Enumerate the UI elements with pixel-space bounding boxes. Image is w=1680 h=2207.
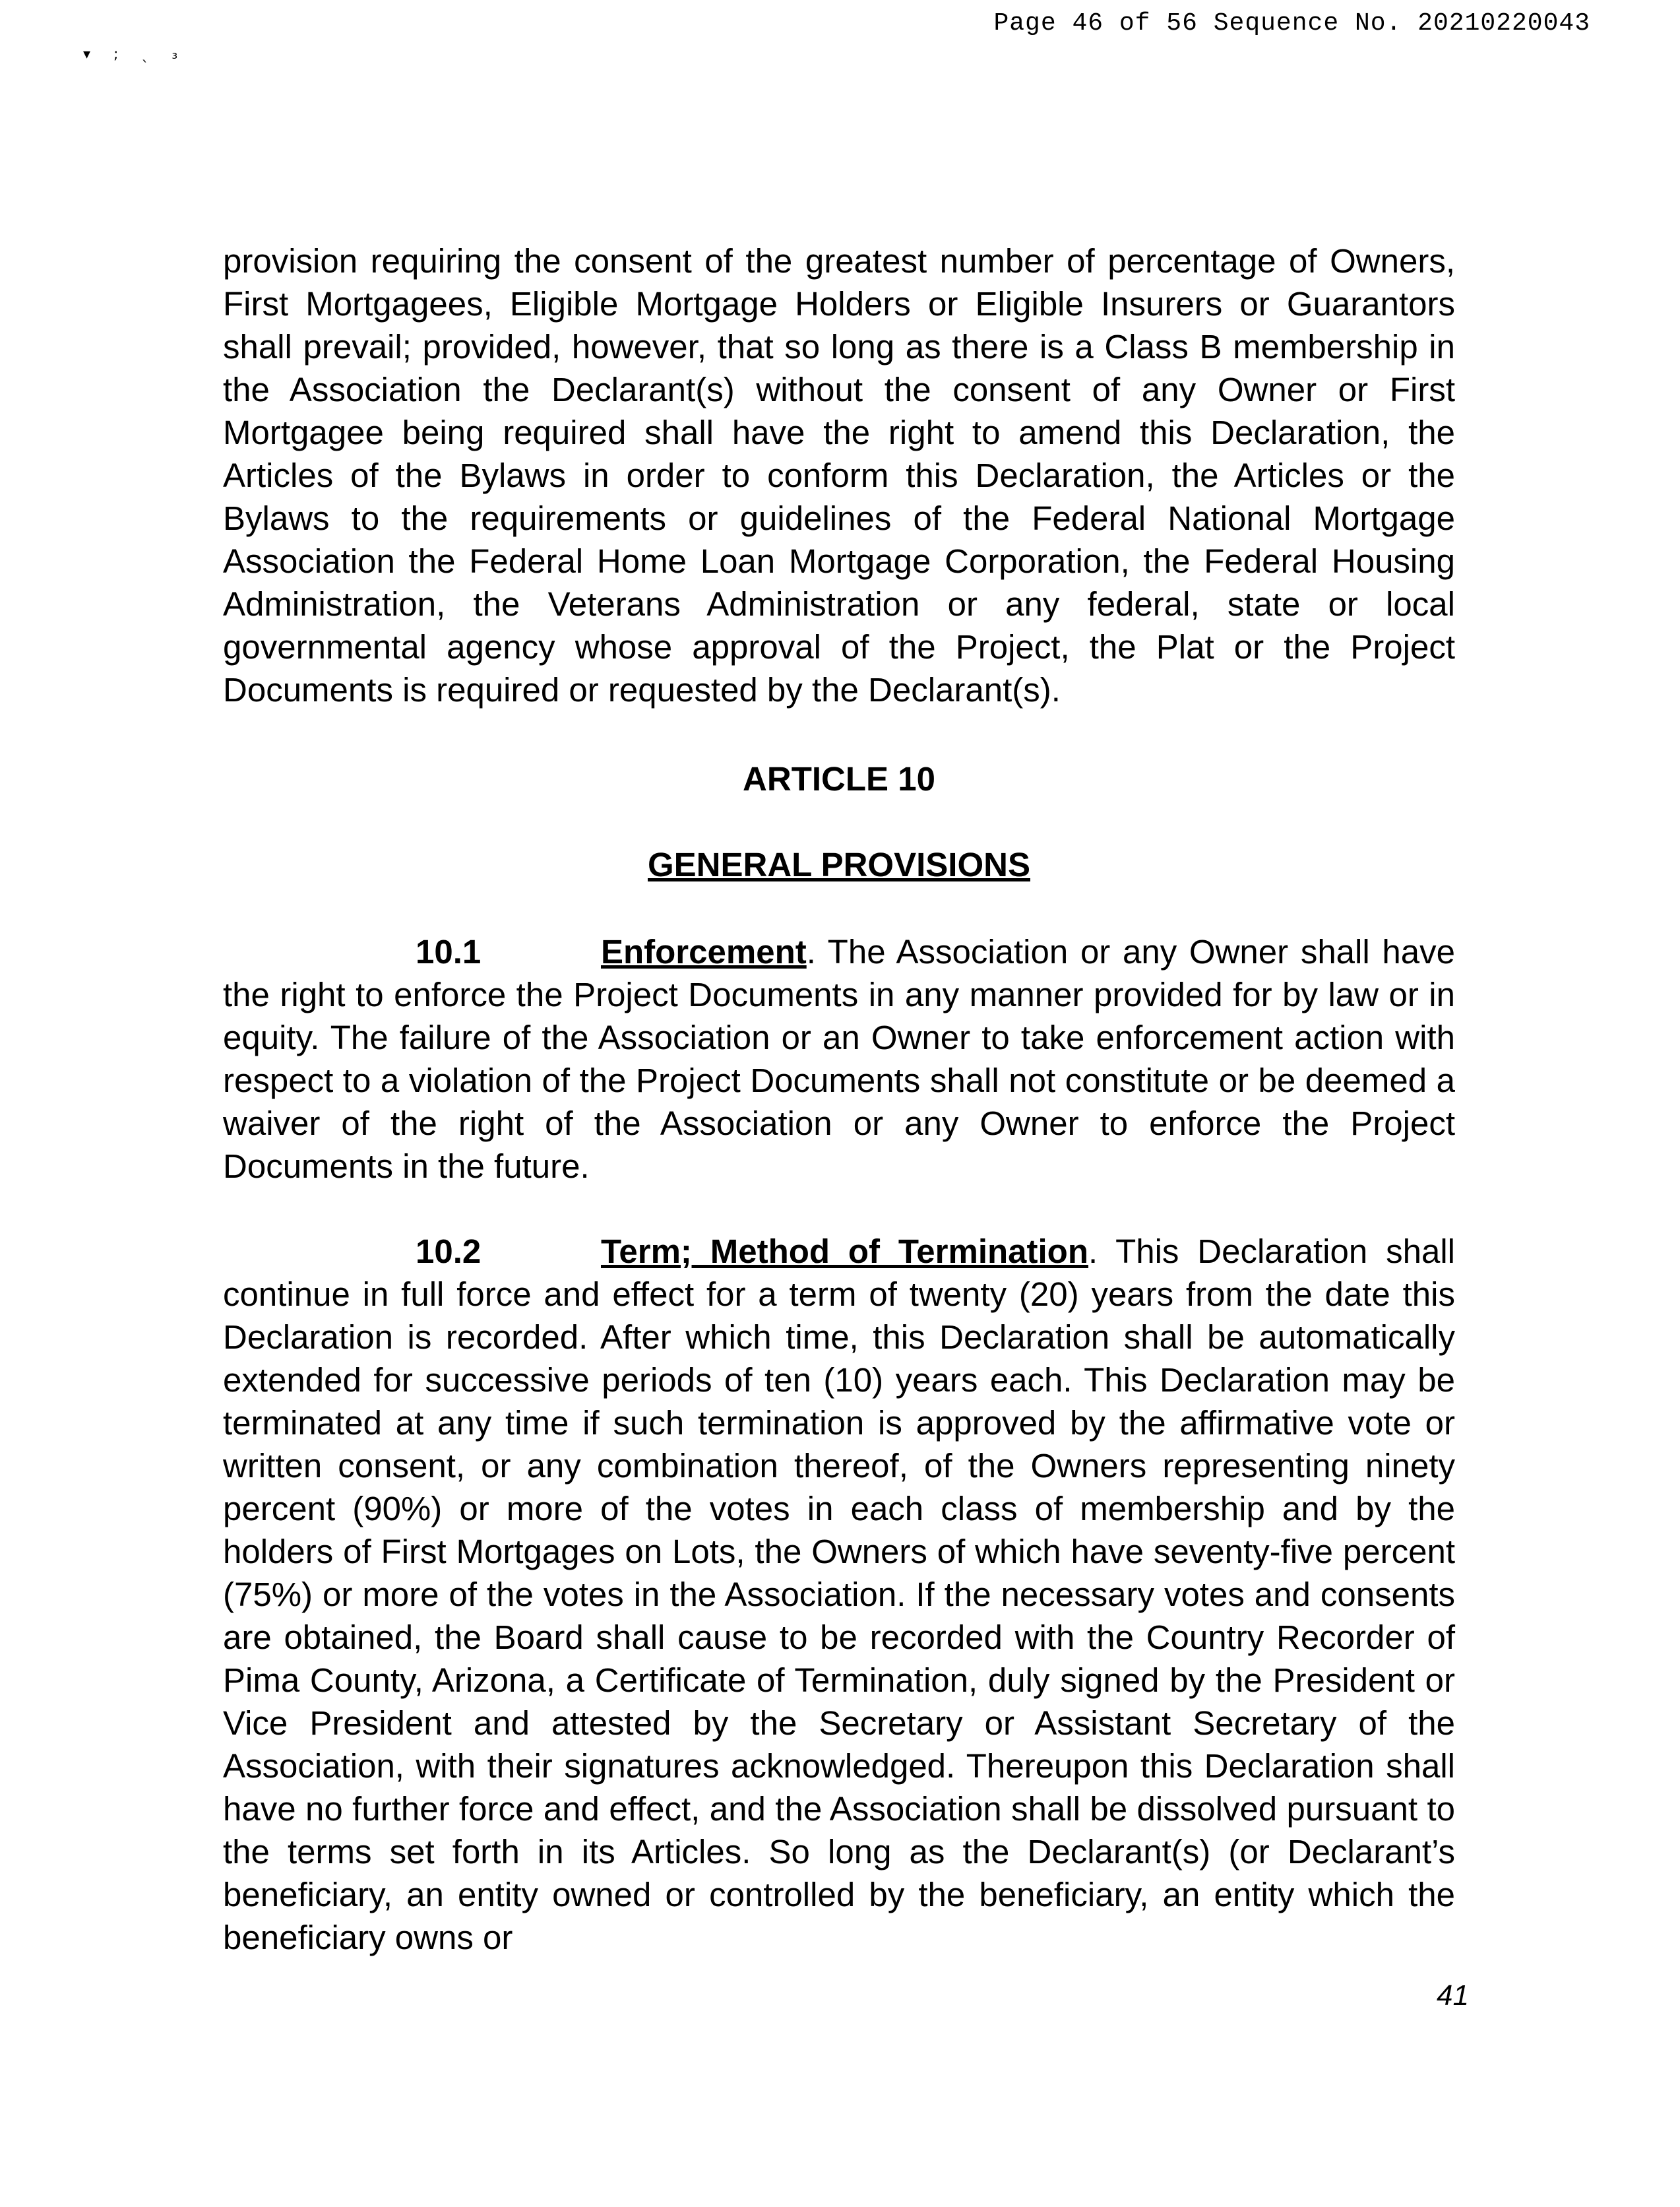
article-heading: ARTICLE 10: [743, 760, 935, 798]
section-title: Term; Method of Termination: [601, 1232, 1088, 1270]
section-body: . The Association or any Owner shall have the right to enforce the Project Documents in any manner provided for by law or in equity. The failure of the Association or an Owner to take enforcement action with respect to a violation of the Project Documents shall not constitute or be deemed a waiver of the right of the Association or any Owner to enforce the Project Documents in the future.: [223, 933, 1455, 1185]
section-enforcement: [223, 930, 1455, 1188]
page-sequence-header: Page 46 of 56 Sequence No. 20210220043: [993, 9, 1590, 38]
page-number: 41: [1437, 1979, 1469, 2012]
continuation-paragraph: provision requiring the consent of the greatest number of percentage of Owners, First Mortgagees, Eligible Mortgage Holders or Eligible Insurers or Guarantors shall prevail; provided, however, that so long as there is a Class B membership in the Association the Declarant(s) without the consent of any Owner or First Mortgagee being required shall have the right to amend this Declaration, the Articles of the Bylaws in order to conform this Declaration, the Articles or the Bylaws to the requirements or guidelines of the Federal National Mortgage Association the Federal Home Loan Mortgage Corporation, the Federal Housing Administration, the Veterans Administration or any federal, state or local governmental agency whose approval of the Project, the Plat or the Project Documents is required or requested by the Declarant(s).: [223, 242, 1455, 709]
scan-specks: ▾ ; ˎ ₃: [83, 46, 187, 63]
section-body: . This Declaration shall continue in full force and effect for a term of twenty (20) years from the date this Declaration is recorded. After which time, this Declaration shall be automatically extended for successive periods of ten (10) years each. This Declaration may be terminated at any time if such termination is approved by the affirmative vote or written consent, or any combination thereof, of the Owners representing ninety percent (90%) or more of the votes in each class of membership and by the holders of First Mortgages on Lots, the Owners of which have seventy-five percent (75%) or more of the votes in the Association. If the necessary votes and consents are obtained, the Board shall cause to be recorded with the Country Recorder of Pima County, Arizona, a Certificate of Termination, duly signed by the President or Vice President and attested by the Secretary or Assistant Secretary of the Association, with their signatures acknowledged. Thereupon this Declaration shall have no further force and effect, and the Association shall be dissolved pursuant to the terms set forth in its Articles. So long as the Declarant(s) (or Declarant’s beneficiary, an entity owned or controlled by the beneficiary, an entity which the beneficiary owns or: [223, 1232, 1455, 1956]
article-subheading: GENERAL PROVISIONS: [647, 846, 1030, 883]
section-term-termination: [223, 1230, 1455, 1959]
section-number: 10.2: [416, 1232, 482, 1270]
section-number: 10.1: [416, 933, 482, 971]
section-title: Enforcement: [601, 933, 807, 971]
